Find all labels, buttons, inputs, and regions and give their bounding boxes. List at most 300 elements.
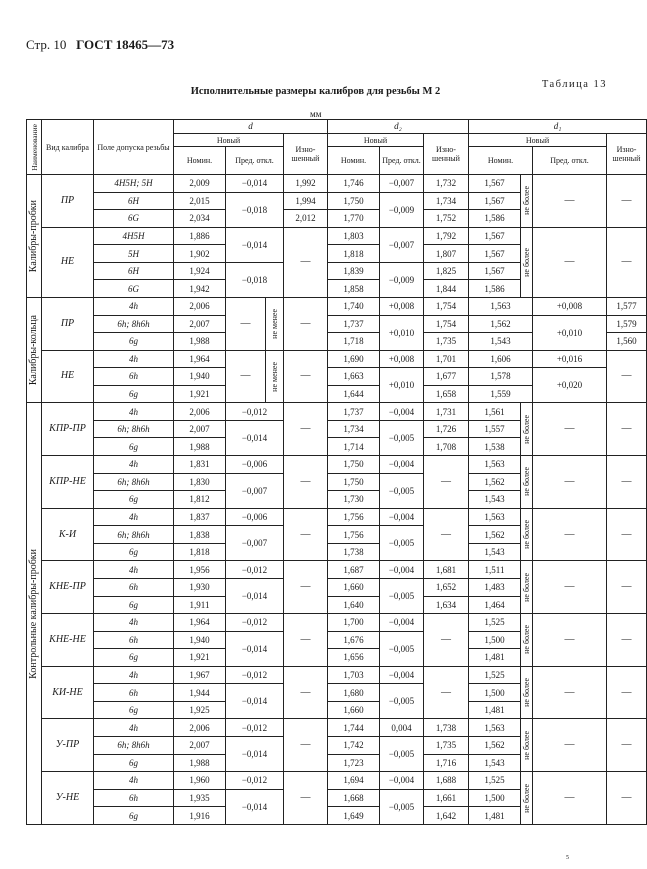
tolerance-field: 4h (94, 297, 174, 315)
col-vid: Вид калибра (42, 120, 94, 175)
d-deviation: −0,014 (226, 175, 284, 193)
ne-bolee-label: не более (521, 227, 533, 297)
d1-deviation-dash: — (533, 456, 607, 509)
tolerance-field: 6g (94, 543, 174, 561)
d2-worn: 1,738 (424, 719, 469, 737)
col-d2-nomin: Номин. (328, 147, 380, 175)
col-d-pred: Пред. откл. (226, 147, 284, 175)
col-d2-pred: Пред. откл. (380, 147, 424, 175)
d-nominal: 1,831 (174, 456, 226, 474)
d-nominal: 1,942 (174, 280, 226, 298)
table-number: Таблица 13 (541, 79, 607, 90)
d1-nominal: 1,567 (469, 227, 521, 245)
d1-deviation-dash: — (533, 175, 607, 228)
d1-worn-dash: — (607, 350, 647, 403)
d1-nominal: 1,559 (469, 385, 533, 403)
d-nominal: 1,988 (174, 333, 226, 351)
table-body (27, 175, 647, 825)
d-worn-dash: — (284, 403, 328, 456)
d2-deviation: −0,005 (380, 526, 424, 561)
d1-nominal: 1,483 (469, 578, 521, 596)
d1-nominal: 1,567 (469, 175, 521, 193)
gauge-type: КПР-НЕ (42, 456, 94, 509)
tolerance-field: 4h (94, 561, 174, 579)
tolerance-field: 4h (94, 719, 174, 737)
d2-nominal: 1,737 (328, 315, 380, 333)
unit-label: мм (310, 109, 322, 119)
d2-worn: 1,716 (424, 754, 469, 772)
col-d1-izno: Изно- шенный (607, 134, 647, 175)
d-worn-dash: — (284, 719, 328, 772)
d-worn-dash: — (284, 561, 328, 614)
table-row (27, 666, 647, 684)
d2-worn: 1,634 (424, 596, 469, 614)
col-d1: d₁ (469, 120, 647, 134)
tolerance-field: 6h (94, 368, 174, 386)
ne-bolee-label: не более (521, 403, 533, 456)
table-row (27, 719, 647, 737)
gauge-type: КНЕ-ПР (42, 561, 94, 614)
tolerance-field: 4h (94, 666, 174, 684)
d1-deviation: +0,016 (533, 350, 607, 368)
d2-nominal: 1,730 (328, 491, 380, 509)
table-row (27, 456, 647, 474)
d-nominal: 2,006 (174, 719, 226, 737)
tolerance-field: 4H5H; 5H (94, 175, 174, 193)
d1-worn: 1,579 (607, 315, 647, 333)
ne-bolee-label: не более (521, 772, 533, 825)
page-header (26, 37, 174, 53)
d2-worn: 1,708 (424, 438, 469, 456)
tolerance-field: 6g (94, 754, 174, 772)
d-deviation: −0,014 (226, 227, 284, 262)
d2-nominal: 1,803 (328, 227, 380, 245)
d-worn: 2,012 (284, 210, 328, 228)
d2-deviation: −0,007 (380, 227, 424, 262)
d2-worn: 1,731 (424, 403, 469, 421)
d2-nominal: 1,660 (328, 701, 380, 719)
d1-worn-dash: — (607, 227, 647, 297)
d-nominal: 2,015 (174, 192, 226, 210)
d-nominal: 1,940 (174, 368, 226, 386)
d2-nominal: 1,694 (328, 772, 380, 790)
ne-bolee-label: не более (521, 666, 533, 719)
d2-nominal: 1,734 (328, 420, 380, 438)
gauge-type: У-НЕ (42, 772, 94, 825)
d-deviation: −0,012 (226, 666, 284, 684)
d1-nominal: 1,543 (469, 754, 521, 772)
d2-worn: 1,652 (424, 578, 469, 596)
d1-nominal: 1,538 (469, 438, 521, 456)
d2-nominal: 1,690 (328, 350, 380, 368)
d2-worn: 1,792 (424, 227, 469, 245)
tolerance-field: 6h; 8h6h (94, 526, 174, 544)
ne-bolee-label: не более (521, 508, 533, 561)
d-nominal: 2,034 (174, 210, 226, 228)
d2-nominal: 1,750 (328, 473, 380, 491)
d-nominal: 2,006 (174, 297, 226, 315)
table-row (27, 315, 647, 333)
d2-nominal: 1,663 (328, 368, 380, 386)
d-deviation: −0,012 (226, 719, 284, 737)
d1-nominal: 1,481 (469, 649, 521, 667)
d-nominal: 1,944 (174, 684, 226, 702)
d-nominal: 1,925 (174, 701, 226, 719)
tolerance-field: 4h (94, 772, 174, 790)
d2-worn: 1,661 (424, 789, 469, 807)
d2-nominal: 1,668 (328, 789, 380, 807)
footnote: 5 (566, 855, 569, 861)
col-d2-new: Новый (328, 134, 424, 147)
tolerance-field: 6G (94, 210, 174, 228)
table-row (27, 614, 647, 632)
tolerance-field: 6h; 8h6h (94, 420, 174, 438)
d1-nominal: 1,563 (469, 719, 521, 737)
d1-nominal: 1,606 (469, 350, 533, 368)
d-nominal: 1,964 (174, 614, 226, 632)
d2-deviation: −0,009 (380, 262, 424, 297)
d1-nominal: 1,500 (469, 684, 521, 702)
tolerance-field: 6h (94, 684, 174, 702)
tolerance-field: 4h (94, 350, 174, 368)
d-deviation: −0,006 (226, 456, 284, 474)
col-d1-new: Новый (469, 134, 607, 147)
d1-nominal: 1,586 (469, 210, 521, 228)
tolerance-field: 6H (94, 262, 174, 280)
d1-nominal: 1,567 (469, 262, 521, 280)
d2-worn: 1,681 (424, 561, 469, 579)
d1-worn-dash: — (607, 614, 647, 667)
d-nominal: 2,009 (174, 175, 226, 193)
d1-nominal: 1,481 (469, 701, 521, 719)
gauge-type: К-И (42, 508, 94, 561)
d2-worn-dash: — (424, 508, 469, 561)
d-nominal: 1,964 (174, 350, 226, 368)
d2-worn: 1,734 (424, 192, 469, 210)
d-deviation: −0,012 (226, 772, 284, 790)
d-worn-dash: — (284, 350, 328, 403)
label-probki: Калибры-пробки (27, 175, 42, 298)
d-worn-dash: — (284, 666, 328, 719)
tolerance-field: 4h (94, 614, 174, 632)
d-nominal: 1,837 (174, 508, 226, 526)
d-deviation: −0,007 (226, 473, 284, 508)
d1-worn-dash: — (607, 772, 647, 825)
d1-deviation-dash: — (533, 719, 607, 772)
d1-nominal: 1,562 (469, 315, 533, 333)
d2-nominal: 1,703 (328, 666, 380, 684)
d2-nominal: 1,687 (328, 561, 380, 579)
d2-deviation: −0,005 (380, 684, 424, 719)
d-nominal: 1,930 (174, 578, 226, 596)
d-nominal: 1,956 (174, 561, 226, 579)
d1-worn-dash: — (607, 561, 647, 614)
tolerance-field: 6h (94, 789, 174, 807)
d2-worn: 1,701 (424, 350, 469, 368)
d1-nominal: 1,562 (469, 526, 521, 544)
d-deviation: −0,012 (226, 561, 284, 579)
d1-nominal: 1,543 (469, 491, 521, 509)
tolerance-field: 6g (94, 701, 174, 719)
col-naim: Наименование (27, 120, 42, 175)
d1-worn-dash: — (607, 719, 647, 772)
d1-nominal: 1,586 (469, 280, 521, 298)
ne-bolee-label: не более (521, 456, 533, 509)
d2-deviation: −0,004 (380, 456, 424, 474)
d2-deviation: −0,004 (380, 508, 424, 526)
gauge-type: НЕ (42, 350, 94, 403)
d-nominal: 1,988 (174, 438, 226, 456)
d1-nominal: 1,563 (469, 456, 521, 474)
tolerance-field: 4H5H (94, 227, 174, 245)
ne-bolee-label: не более (521, 175, 533, 228)
d2-worn: 1,726 (424, 420, 469, 438)
gauge-type: КПР-ПР (42, 403, 94, 456)
d-nominal: 1,921 (174, 385, 226, 403)
d2-worn: 1,754 (424, 315, 469, 333)
label-kontrol: Контрольные калибры-пробки (27, 403, 42, 825)
col-d-nomin: Номин. (174, 147, 226, 175)
d2-nominal: 1,858 (328, 280, 380, 298)
d-worn-dash: — (284, 456, 328, 509)
gost-number: ГОСТ 18465—73 (76, 37, 175, 52)
tolerance-field: 4h (94, 403, 174, 421)
table-title: Исполнительные размеры калибров для резьбы М 2 (190, 86, 441, 97)
d-nominal: 1,886 (174, 227, 226, 245)
d1-deviation: +0,020 (533, 368, 607, 403)
d2-worn: 1,807 (424, 245, 469, 263)
d2-nominal: 1,676 (328, 631, 380, 649)
d-nominal: 1,916 (174, 807, 226, 825)
d-deviation-dash: — (226, 297, 266, 350)
col-d2-izno: Изно- шенный (424, 134, 469, 175)
d-worn: 1,992 (284, 175, 328, 193)
d2-deviation: −0,005 (380, 631, 424, 666)
d2-nominal: 1,756 (328, 508, 380, 526)
table-row (27, 175, 647, 193)
gauge-type: У-ПР (42, 719, 94, 772)
tolerance-field: 5H (94, 245, 174, 263)
tolerance-field: 6h; 8h6h (94, 315, 174, 333)
d1-nominal: 1,543 (469, 543, 521, 561)
d2-worn-dash: — (424, 614, 469, 667)
d-deviation: −0,012 (226, 614, 284, 632)
d-nominal: 1,921 (174, 649, 226, 667)
table-row (27, 227, 647, 245)
d1-worn-dash: — (607, 508, 647, 561)
d2-nominal: 1,756 (328, 526, 380, 544)
tolerance-field: 6G (94, 280, 174, 298)
tolerance-field: 6g (94, 491, 174, 509)
gauge-dimensions-table (26, 119, 647, 825)
col-d1-nomin: Номин. (469, 147, 533, 175)
table-row (27, 403, 647, 421)
d-worn-dash: — (284, 772, 328, 825)
ne-menee-label: не менее (266, 297, 284, 350)
table-row (27, 772, 647, 790)
d1-nominal: 1,464 (469, 596, 521, 614)
d2-deviation: −0,005 (380, 578, 424, 613)
table-row (27, 561, 647, 579)
d1-deviation: +0,010 (533, 315, 607, 350)
d2-deviation: 0,004 (380, 719, 424, 737)
d-nominal: 1,911 (174, 596, 226, 614)
d2-deviation: −0,009 (380, 192, 424, 227)
d1-nominal: 1,543 (469, 333, 533, 351)
gauge-type: НЕ (42, 227, 94, 297)
d2-worn: 1,844 (424, 280, 469, 298)
tolerance-field: 4h (94, 508, 174, 526)
d2-worn: 1,735 (424, 737, 469, 755)
d1-nominal: 1,511 (469, 561, 521, 579)
d-worn-dash: — (284, 508, 328, 561)
d1-worn-dash: — (607, 403, 647, 456)
d-worn-dash: — (284, 297, 328, 350)
d2-deviation: −0,005 (380, 737, 424, 772)
table-row (27, 297, 647, 315)
d1-nominal: 1,500 (469, 631, 521, 649)
d-nominal: 2,006 (174, 403, 226, 421)
d1-nominal: 1,557 (469, 420, 521, 438)
d-deviation: −0,014 (226, 789, 284, 824)
tolerance-field: 4h (94, 456, 174, 474)
tolerance-field: 6h; 8h6h (94, 737, 174, 755)
d-deviation: −0,014 (226, 631, 284, 666)
d2-worn: 1,688 (424, 772, 469, 790)
d-worn-dash: — (284, 614, 328, 667)
table-row (27, 508, 647, 526)
d-worn: 1,994 (284, 192, 328, 210)
d2-worn: 1,658 (424, 385, 469, 403)
d2-worn: 1,825 (424, 262, 469, 280)
d-worn-dash: — (284, 227, 328, 297)
d2-deviation: +0,010 (380, 315, 424, 350)
d2-deviation: −0,007 (380, 175, 424, 193)
d2-nominal: 1,750 (328, 192, 380, 210)
d1-nominal: 1,567 (469, 192, 521, 210)
d2-nominal: 1,714 (328, 438, 380, 456)
d2-nominal: 1,746 (328, 175, 380, 193)
d2-nominal: 1,737 (328, 403, 380, 421)
d2-nominal: 1,770 (328, 210, 380, 228)
d2-nominal: 1,744 (328, 719, 380, 737)
d2-deviation: −0,005 (380, 473, 424, 508)
gauge-type: ПР (42, 175, 94, 228)
d1-nominal: 1,567 (469, 245, 521, 263)
d1-worn-dash: — (607, 175, 647, 228)
d-nominal: 1,935 (174, 789, 226, 807)
d2-worn: 1,732 (424, 175, 469, 193)
d2-deviation: −0,005 (380, 789, 424, 824)
tolerance-field: 6h; 8h6h (94, 473, 174, 491)
d-nominal: 2,007 (174, 315, 226, 333)
d-nominal: 1,960 (174, 772, 226, 790)
tolerance-field: 6g (94, 807, 174, 825)
d2-nominal: 1,738 (328, 543, 380, 561)
d2-nominal: 1,718 (328, 333, 380, 351)
d1-deviation-dash: — (533, 666, 607, 719)
d2-nominal: 1,818 (328, 245, 380, 263)
d1-deviation: +0,008 (533, 297, 607, 315)
d2-worn-dash: — (424, 456, 469, 509)
d2-nominal: 1,750 (328, 456, 380, 474)
d2-nominal: 1,640 (328, 596, 380, 614)
d2-deviation: −0,004 (380, 614, 424, 632)
ne-menee-label: не менее (266, 350, 284, 403)
d1-worn: 1,577 (607, 297, 647, 315)
d1-nominal: 1,562 (469, 473, 521, 491)
d2-worn: 1,735 (424, 333, 469, 351)
d2-deviation: +0,008 (380, 350, 424, 368)
col-d2: d₂ (328, 120, 469, 134)
d1-nominal: 1,563 (469, 508, 521, 526)
d-deviation: −0,007 (226, 526, 284, 561)
col-d-izno: Изно- шенный (284, 134, 328, 175)
d1-worn-dash: — (607, 666, 647, 719)
d1-worn-dash: — (607, 456, 647, 509)
tolerance-field: 6g (94, 333, 174, 351)
d-nominal: 1,812 (174, 491, 226, 509)
ne-bolee-label: не более (521, 614, 533, 667)
d-nominal: 1,988 (174, 754, 226, 772)
d-deviation: −0,012 (226, 403, 284, 421)
col-pole: Поле допуска резьбы (94, 120, 174, 175)
d1-nominal: 1,578 (469, 368, 533, 386)
col-d1-pred: Пред. откл. (533, 147, 607, 175)
table-row (27, 350, 647, 368)
d2-nominal: 1,680 (328, 684, 380, 702)
d2-nominal: 1,839 (328, 262, 380, 280)
d-deviation: −0,014 (226, 578, 284, 613)
d-deviation: −0,014 (226, 737, 284, 772)
d1-nominal: 1,525 (469, 666, 521, 684)
d2-deviation: +0,010 (380, 368, 424, 403)
col-d-new: Новый (174, 134, 284, 147)
d-deviation: −0,018 (226, 262, 284, 297)
table-row (27, 368, 647, 386)
d-deviation: −0,018 (226, 192, 284, 227)
d2-deviation: −0,004 (380, 561, 424, 579)
col-d: d (174, 120, 328, 134)
d2-worn-dash: — (424, 666, 469, 719)
gauge-type: КИ-НЕ (42, 666, 94, 719)
tolerance-field: 6g (94, 438, 174, 456)
d2-worn: 1,642 (424, 807, 469, 825)
d2-deviation: +0,008 (380, 297, 424, 315)
d2-worn: 1,752 (424, 210, 469, 228)
ne-bolee-label: не более (521, 719, 533, 772)
ne-bolee-label: не более (521, 561, 533, 614)
page-number: Стр. 10 (26, 37, 67, 52)
d-deviation-dash: — (226, 350, 266, 403)
d1-nominal: 1,481 (469, 807, 521, 825)
d1-deviation-dash: — (533, 614, 607, 667)
d-nominal: 2,007 (174, 420, 226, 438)
d-nominal: 1,838 (174, 526, 226, 544)
tolerance-field: 6g (94, 385, 174, 403)
d1-deviation-dash: — (533, 508, 607, 561)
d-nominal: 1,967 (174, 666, 226, 684)
tolerance-field: 6g (94, 596, 174, 614)
d1-deviation-dash: — (533, 227, 607, 297)
tolerance-field: 6h (94, 578, 174, 596)
d2-worn: 1,677 (424, 368, 469, 386)
d2-nominal: 1,656 (328, 649, 380, 667)
d2-deviation: −0,004 (380, 772, 424, 790)
d2-nominal: 1,644 (328, 385, 380, 403)
d-nominal: 2,007 (174, 737, 226, 755)
d-nominal: 1,818 (174, 543, 226, 561)
